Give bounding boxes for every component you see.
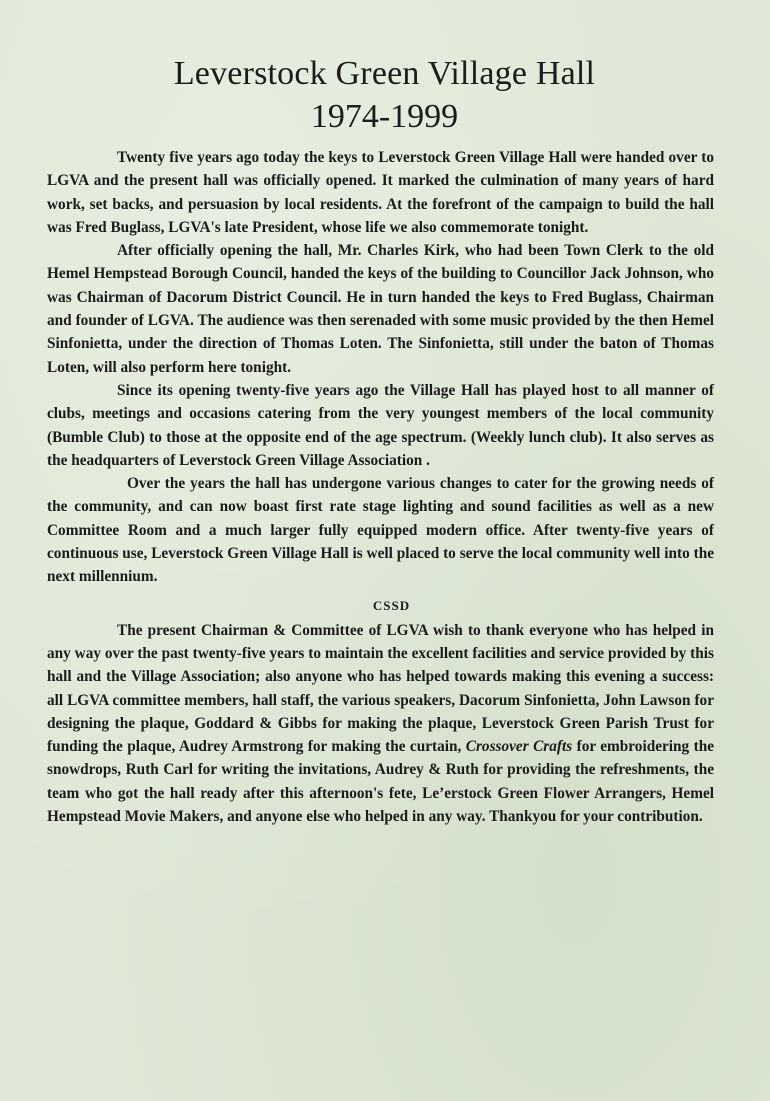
paragraph-changes: Over the years the hall has undergone various changes to cater for the growing needs of the community, and can now boast first rate stage lighting and sound facilities as well as a new Committee Room and a much larger fully equipped modern office. After twenty-five years of continuous use, Leverstock Green Village Hall is well placed to serve the local community well into the next millennium.	[47, 475, 714, 586]
paragraph-ceremony: After officially opening the hall, Mr. Charles Kirk, who had been Town Clerk to the old Hemel Hempstead Borough Council, handed the keys of the building to Councillor Jack Johnson, who was Chairman of Dacorum District Council. He in turn handed the keys to Fred Buglass, Chairman and founder of LGVA. The audience was then serenaded with some music provided by the then Hemel Sinfonietta, under the direction of Thomas Loten. The Sinfonietta, still under the baton of Thomas Loten, will also perform here tonight.	[47, 242, 714, 376]
body-text	[47, 146, 714, 828]
paragraph-clubs: Since its opening twenty-five years ago the Village Hall has played host to all manner of clubs, meetings and occasions catering from the very youngest members of the local community (Bumble Club) to those at the opposite end of the age spectrum. (Weekly lunch club). It also serves as the headquarters of Leverstock Green Village Association .	[47, 381, 714, 469]
ornament-divider: CSSD	[372, 597, 411, 613]
page-subtitle-years: 1974-1999	[310, 98, 459, 135]
paragraph-thanks	[47, 619, 714, 829]
thanks-text-start: The present Chairman & Committee of LGVA wish to thank everyone who has helped in any way over the past twenty-five years to maintain the excellent facilities and service provided by this hall and the Village Association; also anyone who has helped towards making this evening a success: all LGVA committee members, hall staff, the various speakers, Dacorum Sinfonietta, John Lawson for designing the plaque, Goddard & Gibbs for making the plaque, Leverstock Green Parish Trust for funding the plaque, Audrey Armstrong for making the curtain,	[47, 621, 714, 756]
thanks-text-end: for embroidering the snowdrops, Ruth Carl for writing the invitations, Audrey & Ruth for providing the refreshments, the team who got the hall ready after this afternoon's fete, Le’erstock Green Flower Arrangers, Hemel Hempstead Movie Makers, and anyone else who helped in any way. Thankyou for your contribution.	[47, 738, 714, 826]
paragraph-opening: Twenty five years ago today the keys to Leverstock Green Village Hall were handed over to LGVA and the present hall was officially opened. It marked the culmination of many years of hard work, set backs, and persuasion by local residents. At the forefront of the campaign to build the hall was Fred Buglass, LGVA's late President, whose life we also commemorate tonight.	[47, 149, 714, 236]
title-block	[47, 52, 714, 138]
page-title: Leverstock Green Village Hall	[173, 55, 596, 92]
thanks-italic-name: Crossover Crafts	[465, 738, 573, 756]
thanks-section	[47, 619, 714, 829]
